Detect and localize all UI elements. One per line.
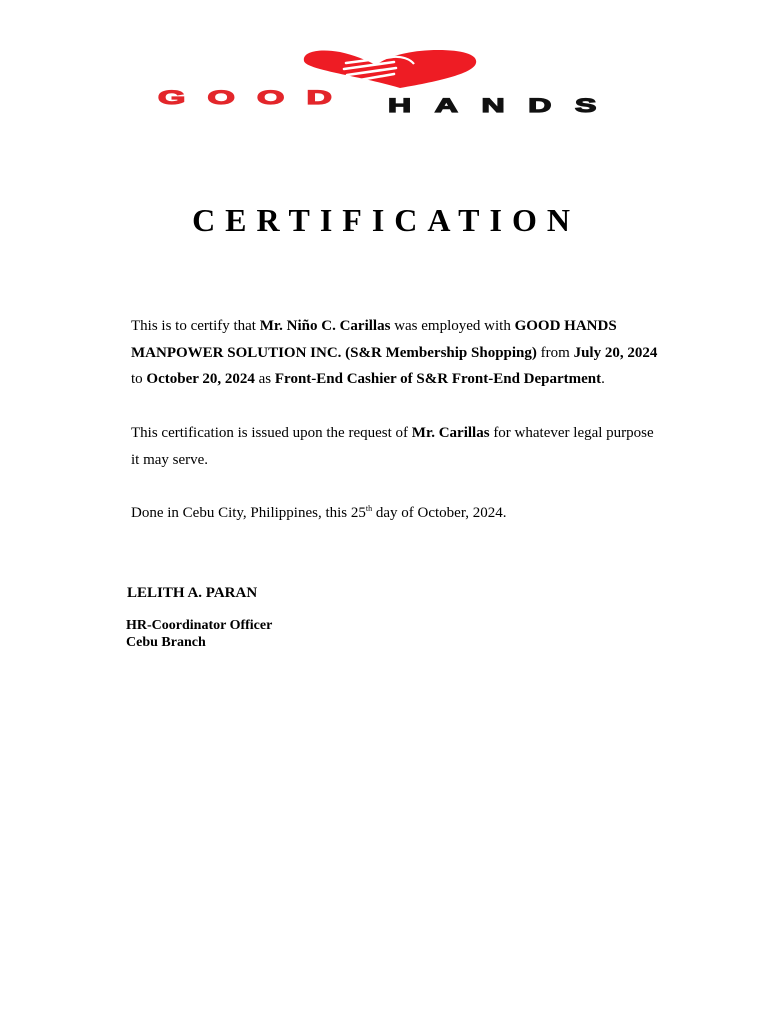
text-segment: This is to certify that bbox=[131, 318, 260, 334]
text-segment: to bbox=[131, 371, 147, 387]
signatory-name: LELITH A. PARAN bbox=[127, 585, 258, 601]
company-logo bbox=[156, 46, 626, 120]
text-segment: for whatever legal purpose it may serve. bbox=[131, 425, 654, 468]
employee-name: Mr. Niño C. Carillas bbox=[259, 318, 391, 334]
text-segment: This certification is issued upon the request of bbox=[131, 425, 412, 441]
date-place-paragraph bbox=[131, 500, 661, 527]
heart-hands-icon bbox=[156, 46, 626, 120]
text-segment: from bbox=[536, 344, 574, 361]
text-segment: was employed with bbox=[390, 318, 515, 334]
text-segment: day of October, 2024. bbox=[372, 505, 507, 521]
requester-name: Mr. Carillas bbox=[411, 425, 490, 441]
logo-word-good: GOOD bbox=[158, 88, 354, 109]
signatory-role: HR-Coordinator Officer bbox=[126, 618, 273, 633]
logo-word-hands: HANDS bbox=[388, 96, 620, 117]
text-segment: as bbox=[254, 371, 275, 387]
document-title: CERTIFICATION bbox=[192, 202, 580, 238]
start-date: July 20, 2024 bbox=[573, 344, 658, 361]
signatory-branch: Cebu Branch bbox=[126, 635, 206, 650]
end-date: October 20, 2024 bbox=[146, 371, 255, 387]
purpose-paragraph bbox=[131, 420, 661, 473]
job-position: Front-End Cashier of S&R Front-End Department bbox=[274, 371, 602, 387]
certification-paragraph bbox=[131, 313, 661, 393]
ordinal-suffix: th bbox=[365, 504, 373, 513]
company-name: GOOD HANDS MANPOWER SOLUTION INC. (S&R Membership Shopping) bbox=[131, 318, 617, 361]
text-segment: Done in Cebu City, Philippines, this 25 bbox=[131, 505, 366, 521]
text-segment: . bbox=[601, 371, 605, 387]
